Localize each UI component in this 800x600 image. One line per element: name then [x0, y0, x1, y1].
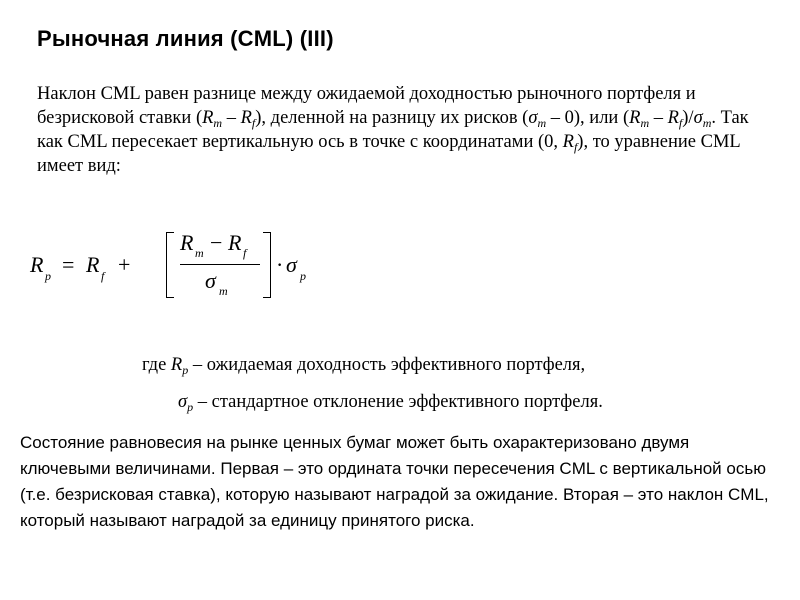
formula-sigma-sub-p: p [300, 269, 306, 283]
slope-text-4: )/ [682, 108, 694, 128]
fraction-line [180, 264, 260, 265]
sub-m: m [702, 116, 712, 130]
formula-dot: · [276, 252, 284, 277]
formula-r: R [86, 252, 100, 277]
right-bracket [263, 232, 271, 298]
slide-title: Рыночная линия (CML) (III) [37, 26, 334, 51]
slope-text-3: – 0), или ( [546, 108, 630, 128]
var-sigma: σ [693, 108, 703, 128]
var-r: R [202, 108, 214, 128]
slope-paragraph [37, 82, 777, 178]
var-sigma: σ [528, 108, 538, 128]
sub-p: p [187, 400, 194, 414]
where-line-2-text: – стандартное отклонение эффективного портфеля. [193, 392, 603, 412]
sub-m: m [213, 116, 223, 130]
denominator-sigma: σ [205, 268, 216, 293]
formula-r: R [30, 252, 44, 277]
var-r: R [629, 108, 641, 128]
numerator-r: R [228, 230, 242, 255]
formula-sub-p: p [45, 269, 51, 283]
where-line-1 [142, 355, 585, 376]
formula-sub-f: f [101, 269, 105, 283]
var-sigma: σ [178, 392, 188, 412]
equilibrium-paragraph: Состояние равновесия на рынке ценных бумаг может быть охарактеризовано двумя ключевыми величинами. Первая – это ордината точки пересечения CML с вертикальной осью (т.е. безрисковая ставка), которую называют наградой за ожидание. Вторая – это наклон CML, который называют наградой за единицу принятого риска. [20, 433, 769, 530]
minus: – [222, 108, 241, 128]
denominator-sub-m: m [219, 284, 228, 298]
where-line-2 [178, 392, 603, 413]
sub-f: f [573, 140, 578, 154]
minus: – [649, 108, 668, 128]
left-bracket [166, 232, 174, 298]
sub-m: m [640, 116, 650, 130]
slope-text-6: ), то уравнение CML имеет вид: [37, 132, 741, 176]
cml-formula [30, 226, 360, 304]
slope-text-5: . Так как CML пересекает вертикальную ось в точке с координатами (0, [37, 108, 749, 152]
slope-text-2: ), деленной на разницу их рисков ( [255, 108, 529, 128]
var-r: R [562, 132, 574, 152]
slope-text-1: Наклон CML равен разнице между ожидаемой доходностью рыночного портфеля и безрисковой ставки ( [37, 84, 696, 128]
sub-p: p [182, 363, 189, 377]
formula-sigma: σ [286, 252, 297, 277]
var-r: R [170, 355, 183, 375]
numerator-sub-m: m [195, 246, 204, 260]
where-prefix: где [142, 355, 171, 375]
numerator-r: R [180, 230, 194, 255]
numerator-minus: − [210, 230, 223, 255]
where-line-1-text: – ожидаемая доходность эффективного портфеля, [188, 355, 586, 375]
formula-plus: + [118, 252, 131, 277]
sub-m: m [537, 116, 547, 130]
formula-equals: = [62, 252, 75, 277]
var-r: R [240, 108, 252, 128]
var-r: R [667, 108, 679, 128]
sub-f: f [251, 116, 256, 130]
sub-f: f [678, 116, 683, 130]
numerator-sub-f: f [243, 246, 247, 260]
